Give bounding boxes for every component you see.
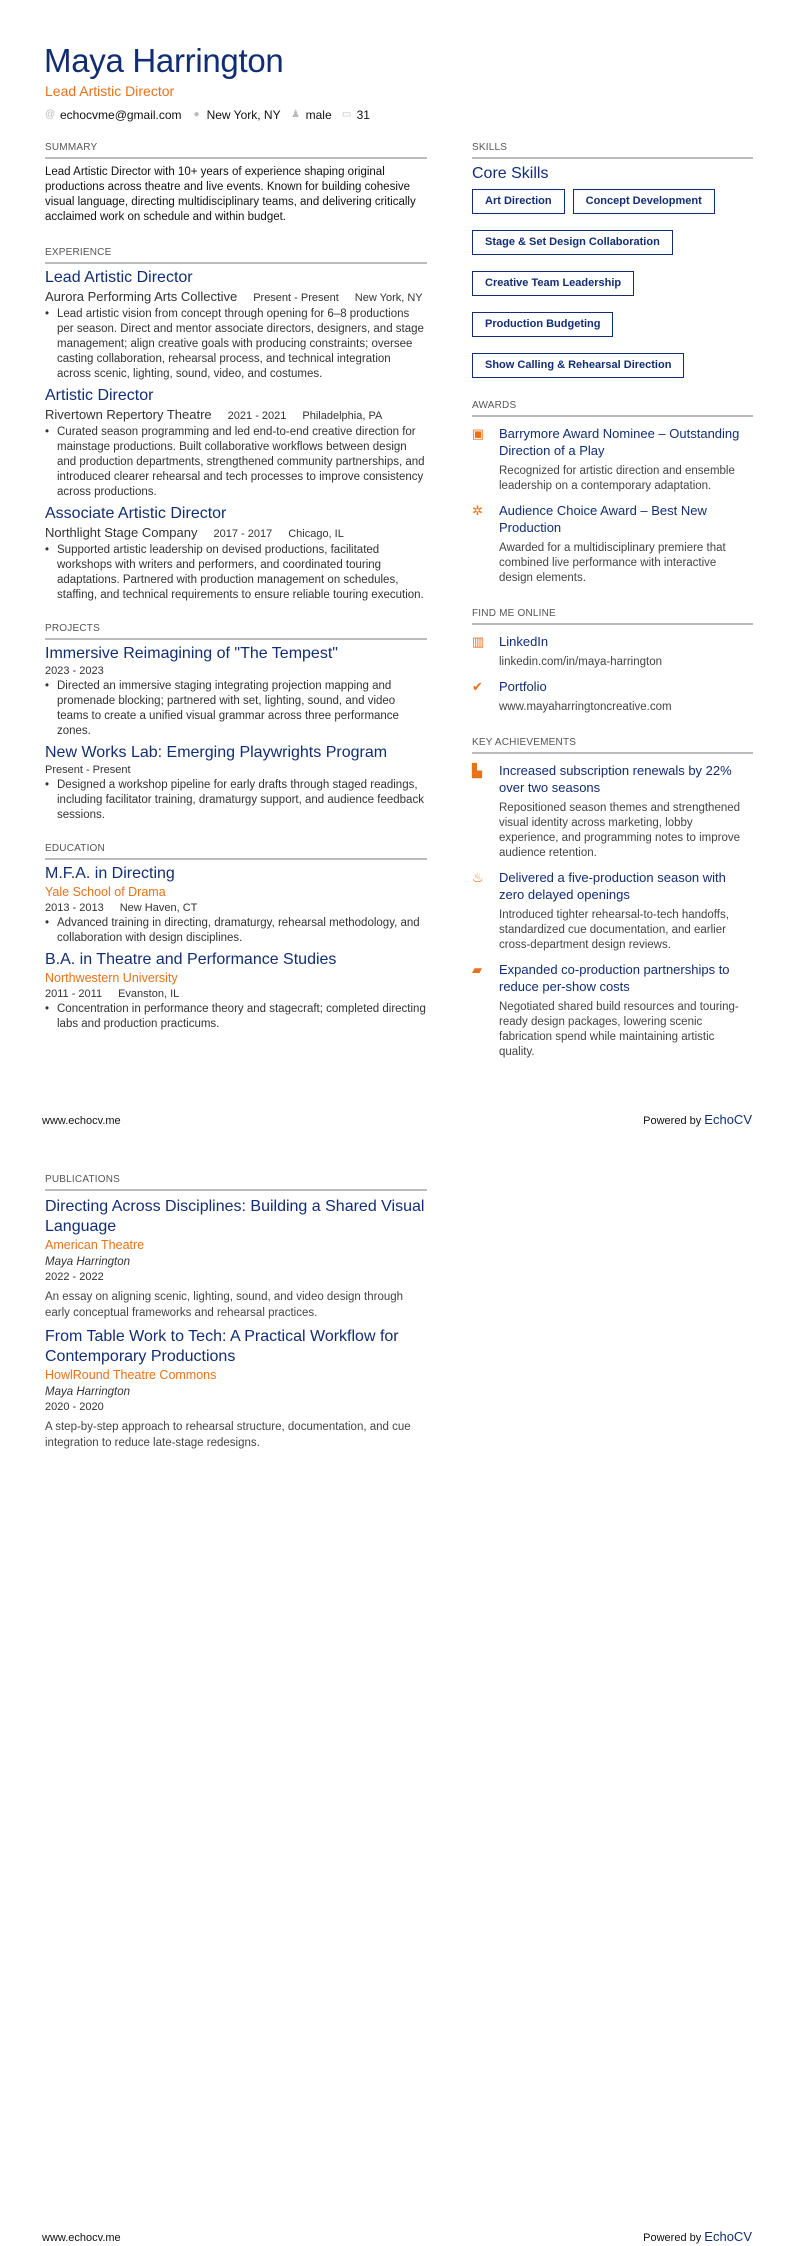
education-meta [45,987,427,1002]
achievements-section [472,737,753,1060]
check-circle-icon: ✔ [472,679,483,694]
candidate-name: Maya Harrington [44,42,284,79]
skill-tag: Art Direction [472,189,565,214]
experience-section [45,247,427,603]
job-location: Chicago, IL [288,528,344,540]
section-heading: AWARDS [472,400,753,417]
section-heading: EDUCATION [45,843,427,860]
item-body [499,762,753,861]
bullet-text: Designed a workshop pipeline for early drafts through staged readings, including facilitator training, dramaturgy support, and audience feedback sessions. [57,779,424,821]
company-name: Rivertown Repertory Theatre [45,407,212,422]
company-name: Northlight Stage Company [45,525,198,540]
item-description: Recognized for artistic direction and ensemble leadership on a contemporary adaptation. [499,465,735,492]
section-heading: KEY ACHIEVEMENTS [472,737,753,754]
location-pin-icon: ● [193,109,200,120]
edu-location: New Haven, CT [119,902,198,914]
item-body [499,425,753,494]
bullet-item [45,778,427,823]
bullet-item [45,916,427,946]
contact-bar [45,108,370,122]
edu-dates: 2013 - 2013 [45,902,104,914]
right-column [472,142,753,1078]
job-dates: Present - Present [253,292,339,304]
project-dates: Present - Present [45,764,131,776]
item-title[interactable]: Portfolio [499,679,547,694]
publications-section [45,1174,427,1451]
publication-entry [45,1197,427,1321]
publication-description: A step-by-step approach to rehearsal structure, documentation, and cue integration to reduce late-stage redesigns. [45,1421,411,1449]
speech-bubble-icon: ▰ [472,962,482,977]
online-item[interactable] [472,678,753,715]
publication-title: From Table Work to Tech: A Practical Workflow for Contemporary Productions [45,1328,399,1365]
education-entry [45,950,427,1032]
bullet-text: Directed an immersive staging integrating projection mapping and promenade blocking; partnered with set, lighting, sound, and video teams to create a unified visual grammar across three performance zones. [57,680,399,737]
skill-tag: Production Budgeting [472,312,613,337]
publication-description: An essay on aligning scenic, lighting, sound, and video design through early conceptual frameworks and rehearsal practices. [45,1291,404,1319]
left-column [45,142,427,1050]
bullet-dot: • [45,544,50,556]
candidate-role: Lead Artistic Director [45,83,175,99]
item-body [499,961,753,1060]
skills-group-title: Core Skills [472,165,549,182]
job-location: Philadelphia, PA [302,410,383,422]
bullet-item [45,1002,427,1032]
awards-section [472,400,753,586]
job-title: Associate Artistic Director [45,505,227,522]
skills-section [472,142,753,378]
footer-site-link[interactable]: www.echocv.me [42,1115,121,1127]
brand-logo[interactable]: EchoCV [704,2229,752,2244]
bullet-item [45,307,427,382]
skill-tag: Concept Development [573,189,715,214]
job-location: New York, NY [354,292,423,304]
school: Northwestern University [45,971,178,985]
education-entry [45,864,427,946]
bullet-dot: • [45,680,50,692]
powered-by-label: Powered by [643,2232,702,2244]
calendar-icon: ▭ [341,109,352,120]
school: Yale School of Drama [45,885,166,899]
edu-dates: 2011 - 2011 [45,988,103,1000]
email-icon: @ [45,109,56,120]
achievements-item [472,762,753,861]
bullet-dot: • [45,779,50,791]
publication-dates: 2022 - 2022 [45,1271,104,1283]
degree: M.F.A. in Directing [45,865,175,882]
footer-site-link[interactable]: www.echocv.me [42,2232,121,2244]
item-title: Expanded co-production partnerships to reduce per-show costs [499,962,730,994]
bullet-item [45,425,427,500]
item-description: Introduced tighter rehearsal-to-tech handoffs, standardized cue documentation, and earlier cross-department design reviews. [499,909,729,951]
job-dates: 2017 - 2017 [213,528,273,540]
item-description: Awarded for a multidisciplinary premiere that combined live performance with interactive design elements. [499,542,726,584]
contact-age: 31 [356,108,370,122]
experience-entry [45,504,427,603]
bullet-dot: • [45,426,50,438]
bullet-dot: • [45,1003,50,1015]
project-title: Immersive Reimagining of "The Tempest" [45,645,338,662]
footer-powered [643,1112,752,1127]
job-title: Artistic Director [45,387,154,404]
section-heading: SKILLS [472,142,753,159]
summary-section [45,142,427,225]
publication-title: Directing Across Disciplines: Building a Shared Visual Language [45,1198,425,1235]
item-body [499,502,753,586]
project-dates: 2023 - 2023 [45,665,104,677]
bullet-item [45,543,427,603]
publication-dates: 2020 - 2020 [45,1401,104,1413]
experience-entry [45,386,427,500]
contact-gender: male [305,108,332,122]
skill-tag: Creative Team Leadership [472,271,634,296]
item-title: Barrymore Award Nominee – Outstanding Direction of a Play [499,426,740,458]
item-body [499,869,753,953]
item-url[interactable]: www.mayaharringtoncreative.com [499,701,672,713]
job-meta [45,406,427,425]
skill-tag: Stage & Set Design Collaboration [472,230,673,255]
item-title[interactable]: LinkedIn [499,634,549,649]
powered-by-label: Powered by [643,1115,702,1127]
experience-entry [45,268,427,382]
bullet-dot: • [45,917,50,929]
job-meta [45,288,427,307]
job-title: Lead Artistic Director [45,269,193,286]
section-heading: SUMMARY [45,142,427,159]
project-entry [45,644,427,739]
summary-text: Lead Artistic Director with 10+ years of experience shaping original productions across theatre and live events. Known for building cohesive visual language, directing multidisciplinary teams, and delivering critically acclaimed work on schedule and within budget. [45,166,416,223]
achievements-item [472,869,753,953]
contact-location: New York, NY [206,108,281,122]
company-name: Aurora Performing Arts Collective [45,289,238,304]
education-meta [45,901,427,916]
bullet-text: Concentration in performance theory and stagecraft; completed directing labs and production practicums. [57,1003,426,1030]
cake-icon: ♨ [472,870,484,885]
section-heading: FIND ME ONLINE [472,608,753,625]
publication-entry [45,1327,427,1451]
page-footer [42,1112,752,1127]
brand-logo[interactable]: EchoCV [704,1112,752,1127]
bullet-dot: • [45,308,50,320]
section-heading: EXPERIENCE [45,247,427,264]
edu-location: Evanston, IL [118,988,180,1000]
sparkle-icon: ✲ [472,503,483,518]
item-url[interactable]: linkedin.com/in/maya-harrington [499,656,662,668]
publication-author: Maya Harrington [45,1386,131,1398]
file-dollar-icon: ▙ [472,763,482,778]
person-icon: ♟ [291,109,301,120]
online-section [472,608,753,715]
item-description: Negotiated shared build resources and touring-ready design packages, lowering scenic fabrication spend while maintaining artistic quality. [499,1001,739,1058]
page-footer-2 [42,2229,752,2244]
bullet-text: Advanced training in directing, dramaturgy, rehearsal methodology, and collaboration with design disciplines. [57,917,420,944]
degree: B.A. in Theatre and Performance Studies [45,951,337,968]
item-title: Audience Choice Award – Best New Production [499,503,707,535]
skill-tags [472,189,753,378]
item-description: Repositioned season themes and strengthened visual identity across marketing, lobby experience, and programming notes to improve audience retention. [499,802,741,859]
building-icon: ▥ [472,634,485,649]
publisher: HowlRound Theatre Commons [45,1368,217,1382]
projects-section [45,623,427,823]
achievements-item [472,961,753,1060]
footer-powered [643,2229,752,2244]
bullet-text: Lead artistic vision from concept through opening for 6–8 productions per season. Direct and mentor associate directors, designers, and stage management; align creative goals with producing constraints; oversee casting collaboration, rehearsal process, and technical integration across scenic, lighting, sound, video, and costumes. [57,308,424,380]
education-section [45,843,427,1032]
awards-item [472,425,753,494]
section-heading: PROJECTS [45,623,427,640]
project-entry [45,743,427,823]
publication-author: Maya Harrington [45,1256,131,1268]
item-body [499,678,672,715]
chip-icon: ▣ [472,426,485,441]
project-title: New Works Lab: Emerging Playwrights Program [45,744,388,761]
online-item[interactable] [472,633,753,670]
job-meta [45,524,427,543]
job-dates: 2021 - 2021 [227,410,287,422]
item-body [499,633,662,670]
item-title: Increased subscription renewals by 22% over two seasons [499,763,732,795]
left-column-page-2 [45,1174,427,1469]
contact-email[interactable]: echocvme@gmail.com [60,108,182,122]
bullet-text: Supported artistic leadership on devised productions, facilitated workshops with writers and performers, and coordinated touring adaptations. Partnered with production management on schedules, staffing, and technical requirements to ensure reliable touring execution. [57,544,424,601]
bullet-item [45,679,427,739]
awards-item [472,502,753,586]
section-heading: PUBLICATIONS [45,1174,427,1191]
skill-tag: Show Calling & Rehearsal Direction [472,353,684,378]
item-title: Delivered a five-production season with zero delayed openings [499,870,726,902]
publisher: American Theatre [45,1238,145,1252]
bullet-text: Curated season programming and led end-to-end creative direction for mainstage productions. Built collaborative workflows between design and production departments, strengthened community partnerships, and introduced clearer rehearsal and tech processes to improve consistency across productions. [57,426,425,498]
